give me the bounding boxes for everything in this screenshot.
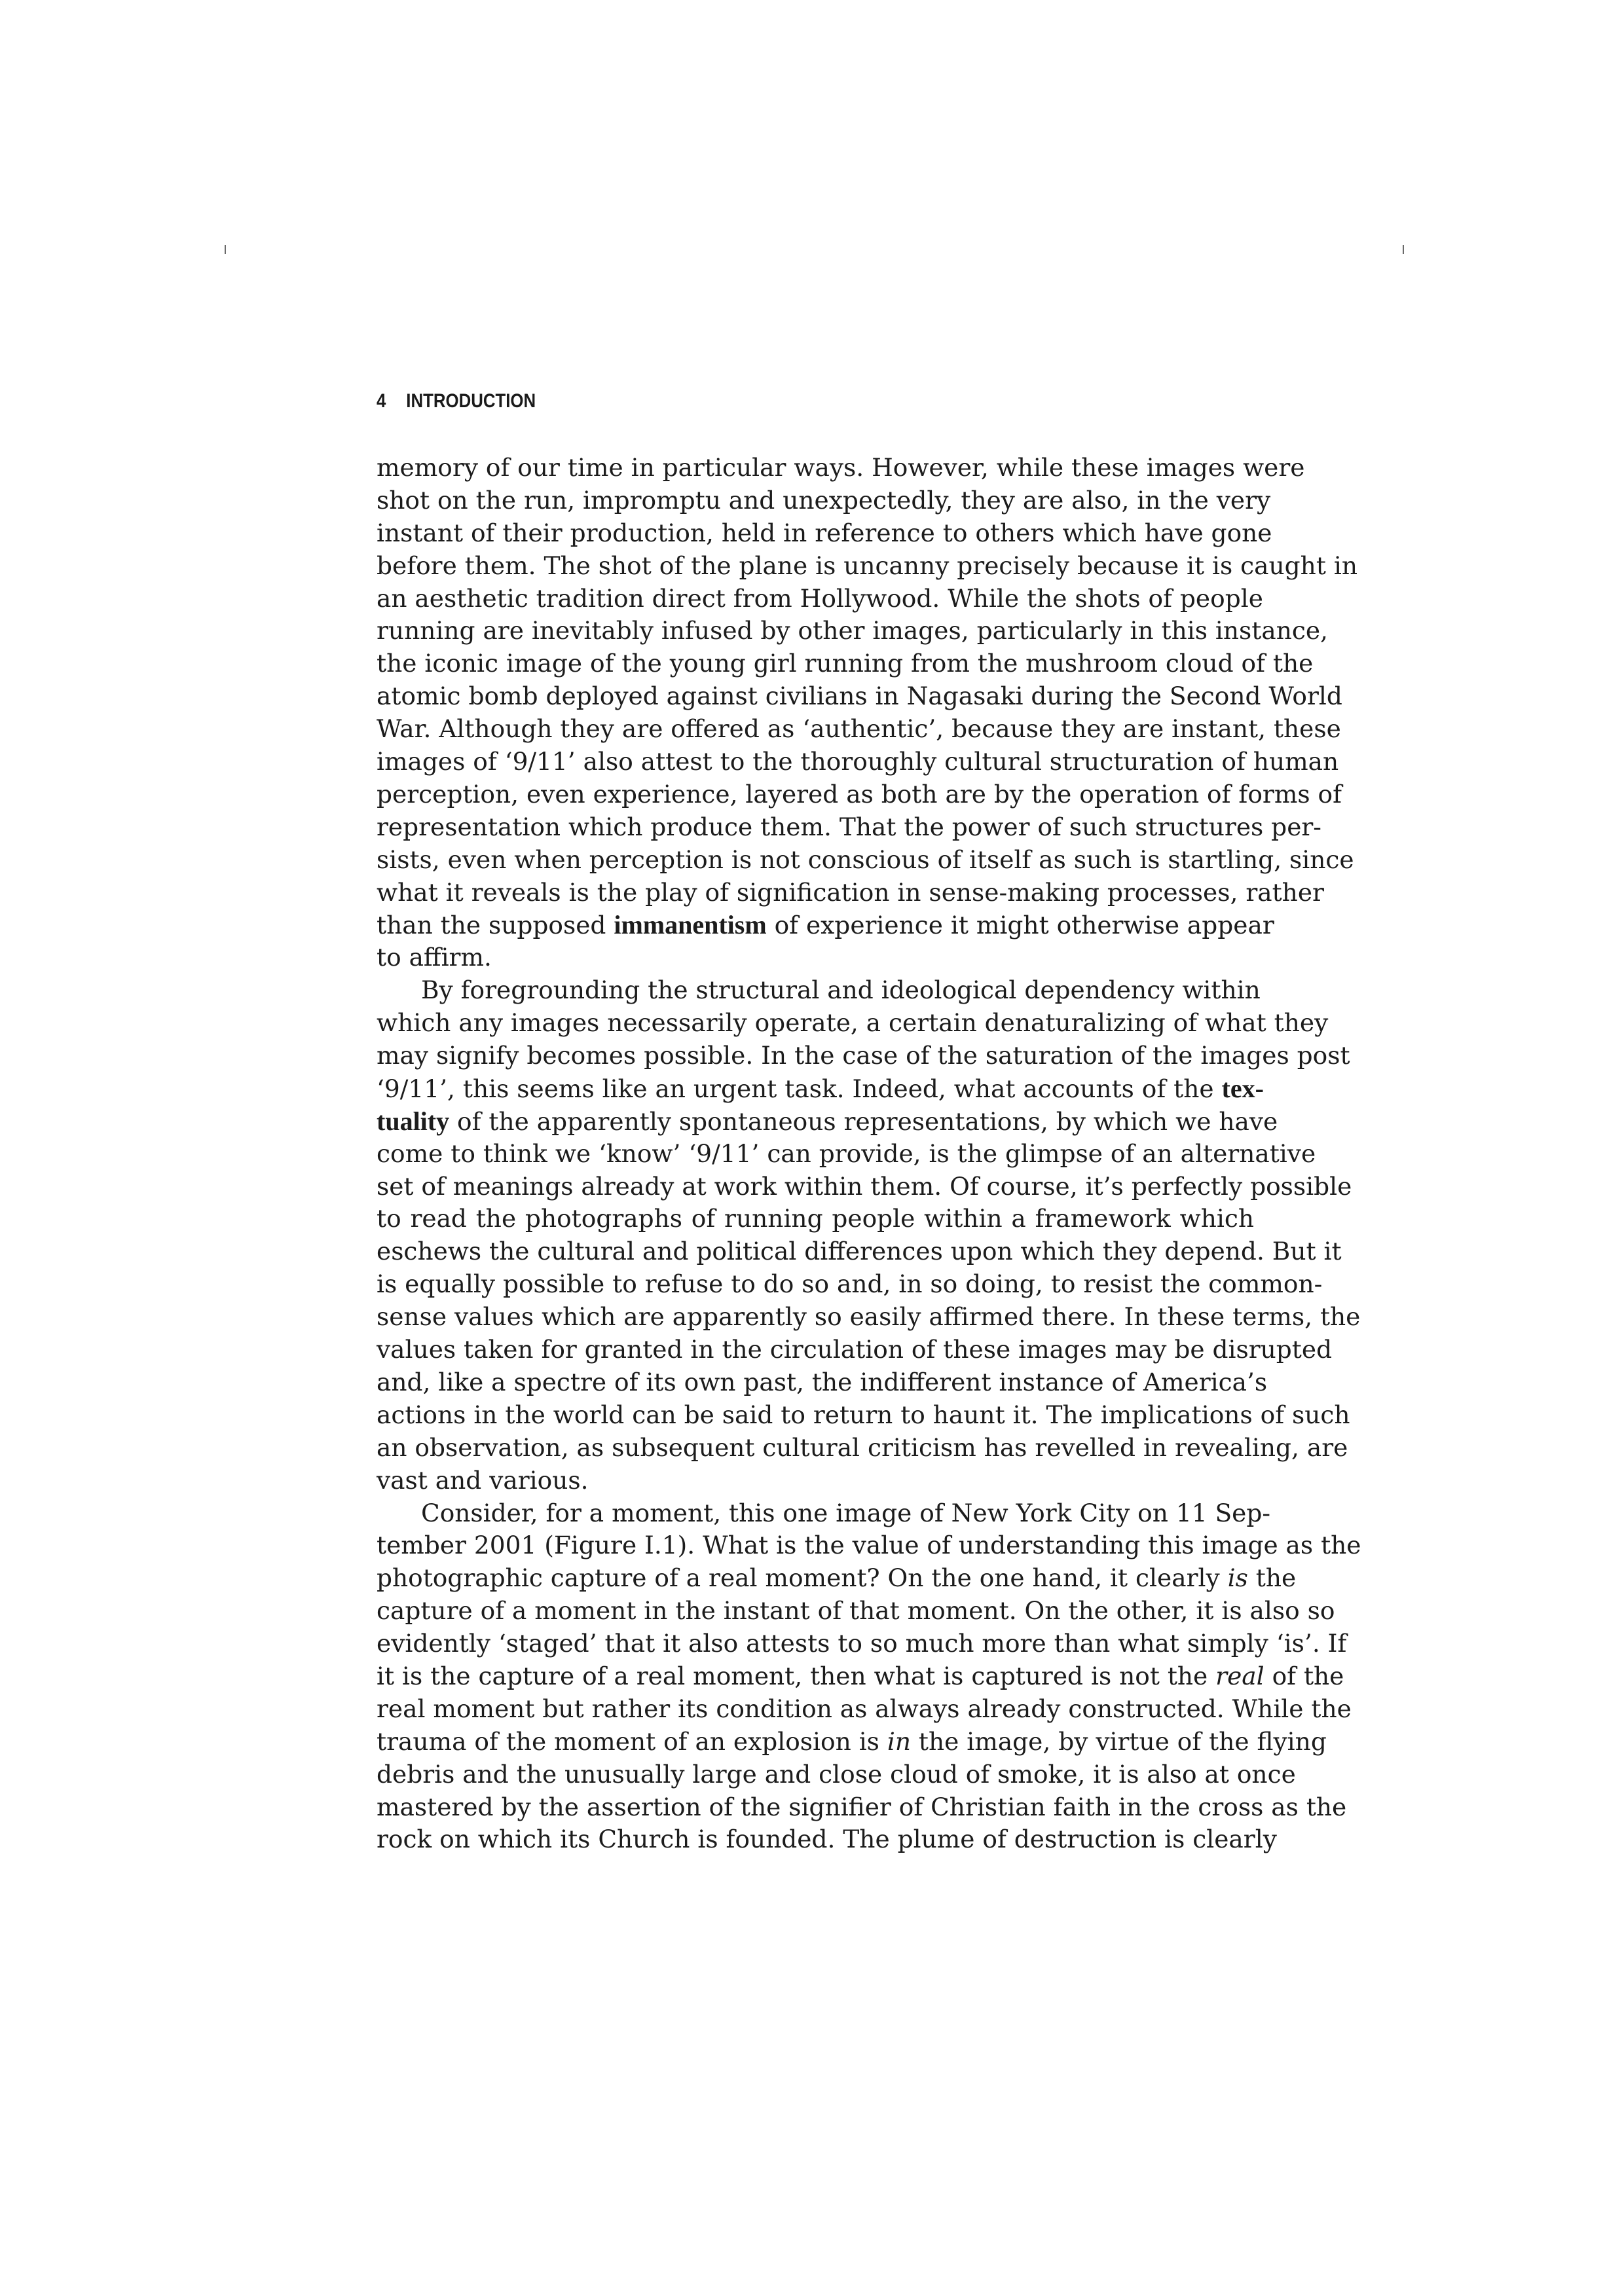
text-line [377, 1171, 1352, 1203]
text-run: of experience it might otherwise appear [766, 911, 1274, 940]
text-line [377, 1758, 1296, 1791]
emphasis: real [1215, 1661, 1264, 1690]
text-line [377, 1007, 1329, 1040]
text-line [377, 1660, 1344, 1693]
text-run: come to think we ‘know’ ‘9/11’ can provide, is the glimpse of an alternative [377, 1139, 1316, 1168]
text-run: ‘9/11’, this seems like an urgent task. Indeed, what accounts of the [377, 1074, 1222, 1103]
text-run: the [1247, 1563, 1297, 1593]
text-run: real moment but rather its condition as always already constructed. While the [377, 1694, 1352, 1723]
text-run: sists, even when perception is not conscious of itself as such is startling, since [377, 845, 1354, 874]
text-line [377, 1235, 1342, 1268]
text-line [377, 1105, 1278, 1138]
text-line [377, 974, 1261, 1007]
text-run: mastered by the assertion of the signifier of Christian faith in the cross as the [377, 1792, 1347, 1821]
text-run: before them. The shot of the plane is uncanny precisely because it is caught in [377, 551, 1357, 580]
text-line [377, 877, 1324, 909]
text-run: it is the capture of a real moment, then what is captured is not the [377, 1661, 1216, 1690]
text-run: instant of their production, held in reference to others which have gone [377, 518, 1272, 547]
text-line [377, 909, 1274, 941]
text-line [377, 1268, 1323, 1301]
text-run: rock on which its Church is founded. The plume of destruction is clearly [377, 1825, 1277, 1854]
text-run: of the apparently spontaneous representations, by which we have [449, 1106, 1278, 1136]
text-line [377, 1497, 1271, 1530]
text-line [377, 1399, 1350, 1432]
text-line [377, 713, 1341, 746]
text-run: running are inevitably infused by other images, particularly in this instance, [377, 616, 1328, 646]
text-run: photographic capture of a real moment? On the one hand, it clearly [377, 1563, 1228, 1593]
text-line [377, 1203, 1254, 1235]
text-run: actions in the world can be said to return to haunt it. The implications of such [377, 1400, 1350, 1429]
text-run: War. Although they are offered as ‘authentic’, because they are instant, these [377, 714, 1341, 744]
text-line [377, 811, 1321, 844]
text-line [377, 1628, 1347, 1660]
text-line [377, 1334, 1333, 1366]
text-line [377, 647, 1314, 680]
text-run: set of meanings already at work within them. Of course, it’s perfectly possible [377, 1171, 1352, 1201]
text-run: what it reveals is the play of signification in sense-making processes, rather [377, 877, 1324, 907]
text-run: debris and the unusually large and close cloud of smoke, it is also at once [377, 1759, 1296, 1789]
text-run: memory of our time in particular ways. However, while these images were [377, 453, 1305, 482]
text-line [377, 1595, 1335, 1628]
text-line [377, 778, 1342, 811]
text-run: representation which produce them. That the power of such structures per- [377, 812, 1321, 841]
text-line [377, 1693, 1352, 1726]
emphasis: in [887, 1726, 912, 1756]
text-run: an observation, as subsequent cultural criticism has revelled in revealing, are [377, 1432, 1348, 1462]
text-line [377, 1726, 1327, 1758]
text-line [377, 1791, 1347, 1824]
text-run: tember 2001 (Figure I.1). What is the value of understanding this image as the [377, 1531, 1361, 1560]
glossary-term: tuality [377, 1106, 450, 1136]
text-run: an aesthetic tradition direct from Hollywood. While the shots of people [377, 583, 1263, 613]
text-line [377, 941, 1254, 974]
crop-mark-left [225, 245, 226, 254]
text-line [377, 550, 1357, 583]
text-run: By foregrounding the structural and ideological dependency within [421, 975, 1261, 1005]
glossary-term: immanentism [614, 910, 767, 940]
text-line [377, 1823, 1277, 1856]
running-head [377, 390, 536, 412]
text-line [377, 1072, 1264, 1105]
text-line [377, 1432, 1348, 1465]
text-run: images of ‘9/11’ also attest to the thoroughly cultural structuration of human [377, 747, 1339, 776]
text-run: to affirm. [377, 943, 492, 972]
text-line [377, 517, 1272, 550]
text-run: Consider, for a moment, this one image of New York City on 11 Sep- [421, 1498, 1271, 1527]
text-line [377, 844, 1354, 877]
text-run: which any images necessarily operate, a certain denaturalizing of what they [377, 1008, 1329, 1038]
text-run: shot on the run, impromptu and unexpectedly, they are also, in the very [377, 485, 1271, 515]
text-line [377, 1562, 1297, 1595]
text-line [377, 680, 1342, 713]
text-run: trauma of the moment of an explosion is [377, 1726, 887, 1756]
text-run: values taken for granted in the circulation of these images may be disrupted [377, 1335, 1333, 1364]
text-run: sense values which are apparently so easily affirmed there. In these terms, the [377, 1302, 1361, 1332]
text-run: may signify becomes possible. In the case of the saturation of the images post [377, 1041, 1350, 1070]
text-run: to read the photographs of running people within a framework which [377, 1204, 1254, 1233]
text-line [377, 583, 1263, 615]
text-line [377, 1138, 1316, 1171]
text-line [377, 1301, 1361, 1334]
emphasis: is [1227, 1563, 1248, 1593]
text-run: the image, by virtue of the flying [911, 1726, 1327, 1756]
text-line [377, 1529, 1361, 1562]
text-run: atomic bomb deployed against civilians in Nagasaki during the Second World [377, 682, 1342, 711]
text-run: perception, even experience, layered as both are by the operation of forms of [377, 779, 1342, 809]
text-run: the iconic image of the young girl running from the mushroom cloud of the [377, 649, 1314, 678]
text-run: capture of a moment in the instant of that moment. On the other, it is also so [377, 1596, 1335, 1626]
text-run: of the [1264, 1661, 1344, 1690]
text-line [377, 615, 1328, 647]
text-line [377, 1366, 1268, 1399]
text-line [377, 1040, 1350, 1072]
glossary-term: tex- [1221, 1073, 1264, 1103]
text-line [377, 746, 1339, 778]
crop-mark-right [1403, 245, 1404, 254]
text-run: than the supposed [377, 911, 614, 940]
text-run: evidently ‘staged’ that it also attests to so much more than what simply ‘is’. If [377, 1629, 1347, 1658]
text-run: vast and various. [377, 1465, 589, 1495]
page-number: 4 [377, 390, 386, 412]
text-line [377, 1465, 1254, 1497]
body-text [377, 452, 1361, 1856]
text-line [377, 452, 1305, 484]
text-run: and, like a spectre of its own past, the indifferent instance of America’s [377, 1367, 1268, 1396]
text-line [377, 484, 1271, 517]
section-title: INTRODUCTION [406, 390, 536, 412]
text-run: eschews the cultural and political differences upon which they depend. But it [377, 1237, 1342, 1266]
text-run: is equally possible to refuse to do so and, in so doing, to resist the common- [377, 1269, 1323, 1299]
